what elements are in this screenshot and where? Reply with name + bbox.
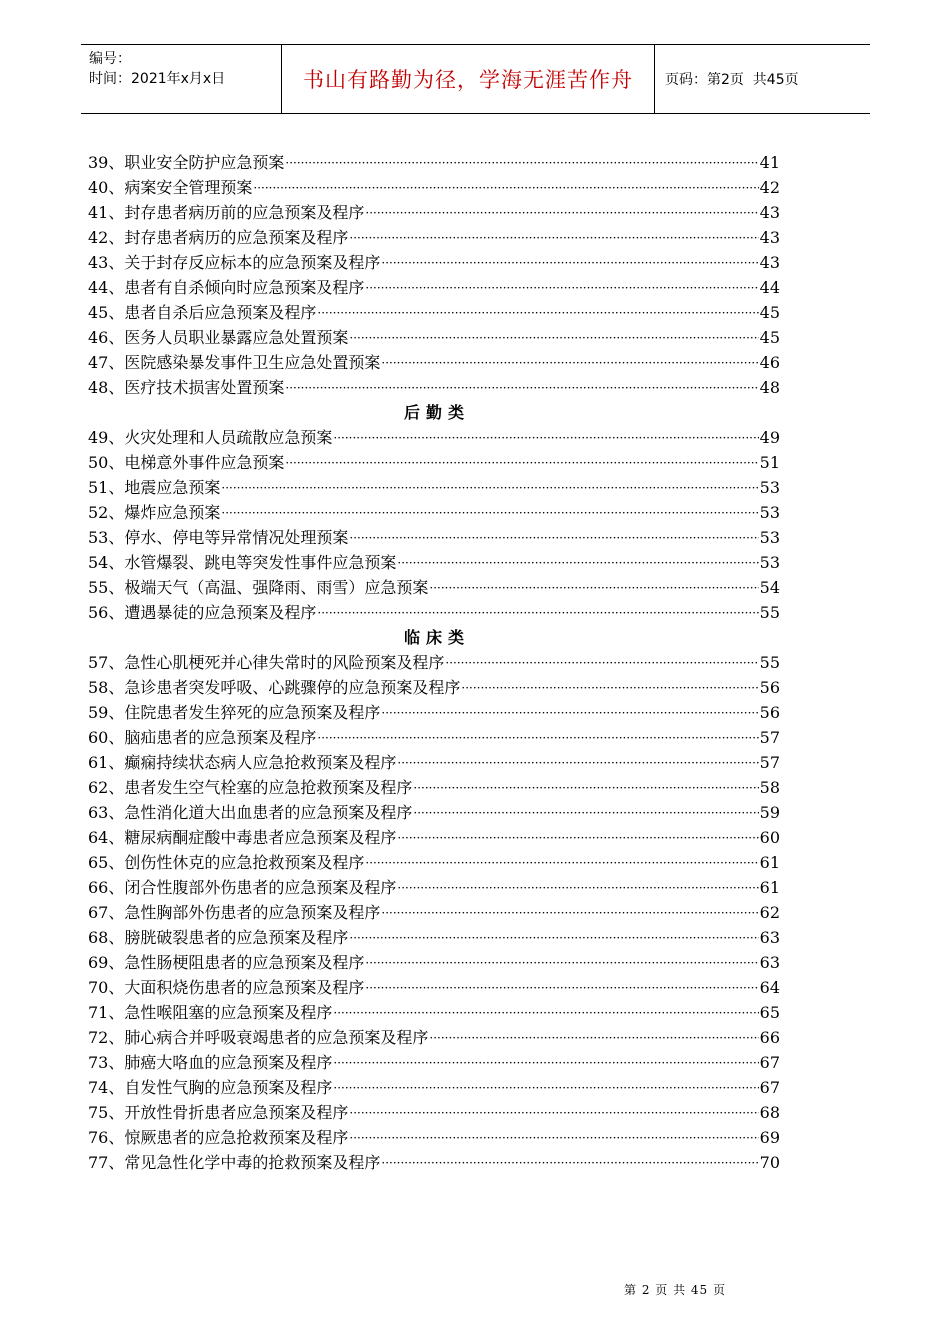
document-number-label: 编号： xyxy=(89,51,131,67)
toc-entry-page: 67 xyxy=(759,1078,780,1097)
toc-entry-page: 45 xyxy=(759,328,780,347)
toc-entry-page: 55 xyxy=(759,653,780,672)
toc-entry-page: 43 xyxy=(759,203,780,222)
toc-entry[interactable] xyxy=(88,574,780,599)
toc-entry[interactable] xyxy=(88,699,780,724)
toc-dot-leader xyxy=(365,277,758,299)
toc-entry-title: 67、急性胸部外伤患者的应急预案及程序 xyxy=(88,903,381,922)
toc-entry[interactable] xyxy=(88,799,780,824)
toc-entry-page: 62 xyxy=(759,903,780,922)
toc-entry[interactable] xyxy=(88,774,780,799)
toc-entry-page: 57 xyxy=(759,753,780,772)
toc-entry-page: 70 xyxy=(759,1153,780,1172)
toc-entry-title: 43、关于封存反应标本的应急预案及程序 xyxy=(88,253,381,272)
toc-dot-leader xyxy=(397,877,758,899)
toc-entry-page: 53 xyxy=(759,553,780,572)
toc-dot-leader xyxy=(253,177,758,199)
toc-entry-page: 53 xyxy=(759,478,780,497)
toc-entry-page: 59 xyxy=(759,803,780,822)
toc-entry-title: 44、患者有自杀倾向时应急预案及程序 xyxy=(88,278,365,297)
toc-dot-leader xyxy=(349,1102,758,1124)
toc-dot-leader xyxy=(381,352,758,374)
toc-entry[interactable] xyxy=(88,249,780,274)
toc-entry-title: 75、开放性骨折患者应急预案及程序 xyxy=(88,1103,349,1122)
toc-entry[interactable] xyxy=(88,1074,780,1099)
toc-entry-title: 45、患者自杀后应急预案及程序 xyxy=(88,303,317,322)
toc-entry-page: 42 xyxy=(759,178,780,197)
toc-dot-leader xyxy=(365,852,758,874)
toc-entry-page: 53 xyxy=(759,528,780,547)
toc-entry-page: 65 xyxy=(759,1003,780,1022)
toc-entry[interactable] xyxy=(88,949,780,974)
toc-entry[interactable] xyxy=(88,524,780,549)
toc-dot-leader xyxy=(285,452,758,474)
toc-entry-page: 51 xyxy=(759,453,780,472)
toc-dot-leader xyxy=(349,227,758,249)
toc-entry-page: 41 xyxy=(759,153,780,172)
toc-dot-leader xyxy=(381,252,758,274)
toc-entry[interactable] xyxy=(88,224,780,249)
header-page-info-cell xyxy=(655,45,870,113)
toc-dot-leader xyxy=(397,752,758,774)
toc-entry-title: 62、患者发生空气栓塞的应急抢救预案及程序 xyxy=(88,778,413,797)
toc-entry-title: 58、急诊患者突发呼吸、心跳骤停的应急预案及程序 xyxy=(88,678,461,697)
toc-entry-page: 48 xyxy=(759,378,780,397)
toc-entry-page: 45 xyxy=(759,303,780,322)
toc-dot-leader xyxy=(333,1052,758,1074)
toc-dot-leader xyxy=(397,827,758,849)
page-header xyxy=(81,44,870,114)
toc-entry-page: 63 xyxy=(759,928,780,947)
toc-dot-leader xyxy=(333,1002,758,1024)
header-page-info: 页码：第2页 共45页 xyxy=(665,72,799,88)
toc-entry[interactable] xyxy=(88,549,780,574)
toc-entry-title: 39、职业安全防护应急预案 xyxy=(88,153,285,172)
toc-entry-title: 77、常见急性化学中毒的抢救预案及程序 xyxy=(88,1153,381,1172)
toc-entry-title: 52、爆炸应急预案 xyxy=(88,503,221,522)
footer-page-number: 第 2 页 共 45 页 xyxy=(624,1283,726,1297)
toc-entry-title: 40、病案安全管理预案 xyxy=(88,178,253,197)
toc-entry-title: 57、急性心肌梗死并心律失常时的风险预案及程序 xyxy=(88,653,445,672)
toc-entry[interactable] xyxy=(88,874,780,899)
toc-entry-title: 68、膀胱破裂患者的应急预案及程序 xyxy=(88,928,349,947)
toc-entry-title: 51、地震应急预案 xyxy=(88,478,221,497)
toc-dot-leader xyxy=(413,777,758,799)
toc-entry-title: 47、医院感染暴发事件卫生应急处置预案 xyxy=(88,353,381,372)
toc-entry[interactable] xyxy=(88,649,780,674)
toc-dot-leader xyxy=(365,952,758,974)
toc-entry[interactable] xyxy=(88,824,780,849)
toc-dot-leader xyxy=(397,552,758,574)
toc-dot-leader xyxy=(317,602,758,624)
toc-entry-page: 60 xyxy=(759,828,780,847)
toc-entry-title: 41、封存患者病历前的应急预案及程序 xyxy=(88,203,365,222)
toc-dot-leader xyxy=(349,927,758,949)
toc-entry-page: 43 xyxy=(759,253,780,272)
toc-entry[interactable] xyxy=(88,999,780,1024)
toc-entry-title: 46、医务人员职业暴露应急处置预案 xyxy=(88,328,349,347)
toc-entry[interactable] xyxy=(88,424,780,449)
toc-entry[interactable] xyxy=(88,974,780,999)
toc-dot-leader xyxy=(445,652,758,674)
toc-entry-title: 70、大面积烧伤患者的应急预案及程序 xyxy=(88,978,365,997)
table-of-contents xyxy=(88,149,780,1174)
toc-entry[interactable] xyxy=(88,1024,780,1049)
toc-section-heading: 后勤类 xyxy=(403,403,470,422)
toc-entry[interactable] xyxy=(88,349,780,374)
toc-entry[interactable] xyxy=(88,899,780,924)
toc-entry-page: 55 xyxy=(759,603,780,622)
toc-dot-leader xyxy=(349,527,758,549)
toc-entry-title: 55、极端天气（高温、强降雨、雨雪）应急预案 xyxy=(88,578,429,597)
toc-dot-leader xyxy=(317,302,758,324)
toc-entry-title: 48、医疗技术损害处置预案 xyxy=(88,378,285,397)
header-motto: 书山有路勤为径，学海无涯苦作舟 xyxy=(303,68,633,92)
toc-entry-title: 65、创伤性休克的应急抢救预案及程序 xyxy=(88,853,365,872)
toc-entry[interactable] xyxy=(88,849,780,874)
toc-dot-leader xyxy=(381,702,758,724)
toc-entry[interactable] xyxy=(88,149,780,174)
toc-entry-title: 74、自发性气胸的应急预案及程序 xyxy=(88,1078,333,1097)
toc-entry[interactable] xyxy=(88,674,780,699)
toc-dot-leader xyxy=(333,427,758,449)
toc-entry-page: 56 xyxy=(759,678,780,697)
toc-entry[interactable] xyxy=(88,474,780,499)
toc-entry-page: 68 xyxy=(759,1103,780,1122)
toc-entry-page: 64 xyxy=(759,978,780,997)
toc-dot-leader xyxy=(413,802,758,824)
toc-entry-page: 61 xyxy=(759,878,780,897)
toc-dot-leader xyxy=(365,977,758,999)
toc-entry-title: 63、急性消化道大出血患者的应急预案及程序 xyxy=(88,803,413,822)
toc-entry[interactable] xyxy=(88,924,780,949)
toc-entry-title: 71、急性喉阻塞的应急预案及程序 xyxy=(88,1003,333,1022)
toc-entry-page: 43 xyxy=(759,228,780,247)
toc-entry[interactable] xyxy=(88,449,780,474)
toc-dot-leader xyxy=(349,327,758,349)
toc-entry[interactable] xyxy=(88,599,780,624)
toc-entry[interactable] xyxy=(88,1149,780,1174)
toc-entry-page: 66 xyxy=(759,1028,780,1047)
toc-entry-page: 44 xyxy=(759,278,780,297)
header-meta xyxy=(81,45,281,113)
toc-entry-page: 56 xyxy=(759,703,780,722)
toc-entry-title: 53、停水、停电等异常情况处理预案 xyxy=(88,528,349,547)
toc-entry-title: 59、住院患者发生猝死的应急预案及程序 xyxy=(88,703,381,722)
toc-entry[interactable] xyxy=(88,274,780,299)
toc-dot-leader xyxy=(317,727,758,749)
toc-dot-leader xyxy=(365,202,758,224)
toc-entry-page: 49 xyxy=(759,428,780,447)
toc-entry-title: 50、电梯意外事件应急预案 xyxy=(88,453,285,472)
toc-entry[interactable] xyxy=(88,324,780,349)
toc-entry[interactable] xyxy=(88,724,780,749)
toc-dot-leader xyxy=(381,902,758,924)
toc-entry-title: 56、遭遇暴徒的应急预案及程序 xyxy=(88,603,317,622)
toc-entry-title: 66、闭合性腹部外伤患者的应急预案及程序 xyxy=(88,878,397,897)
toc-entry-page: 54 xyxy=(759,578,780,597)
toc-dot-leader xyxy=(221,502,758,524)
toc-entry-page: 61 xyxy=(759,853,780,872)
toc-dot-leader xyxy=(285,377,758,399)
toc-entry-title: 60、脑疝患者的应急预案及程序 xyxy=(88,728,317,747)
toc-entry-page: 57 xyxy=(759,728,780,747)
toc-entry[interactable] xyxy=(88,1099,780,1124)
toc-entry-title: 72、肺心病合并呼吸衰竭患者的应急预案及程序 xyxy=(88,1028,429,1047)
toc-entry-title: 54、水管爆裂、跳电等突发性事件应急预案 xyxy=(88,553,397,572)
toc-entry-page: 67 xyxy=(759,1053,780,1072)
toc-entry[interactable] xyxy=(88,174,780,199)
document-date: 时间：2021年x月x日 xyxy=(89,71,226,87)
toc-entry[interactable] xyxy=(88,1049,780,1074)
toc-entry-page: 69 xyxy=(759,1128,780,1147)
toc-dot-leader xyxy=(333,1077,758,1099)
toc-dot-leader xyxy=(429,1027,758,1049)
toc-dot-leader xyxy=(461,677,758,699)
toc-entry[interactable] xyxy=(88,374,780,399)
toc-dot-leader xyxy=(221,477,758,499)
toc-entry-title: 73、肺癌大咯血的应急预案及程序 xyxy=(88,1053,333,1072)
toc-entry[interactable] xyxy=(88,199,780,224)
page-footer xyxy=(0,1281,950,1298)
toc-dot-leader xyxy=(349,1127,758,1149)
toc-entry[interactable] xyxy=(88,499,780,524)
header-motto-cell xyxy=(281,45,655,113)
toc-entry-title: 69、急性肠梗阻患者的应急预案及程序 xyxy=(88,953,365,972)
toc-section-heading: 临床类 xyxy=(403,628,470,647)
toc-entry-title: 76、惊厥患者的应急抢救预案及程序 xyxy=(88,1128,349,1147)
toc-entry-page: 53 xyxy=(759,503,780,522)
toc-dot-leader xyxy=(429,577,758,599)
toc-entry-page: 63 xyxy=(759,953,780,972)
toc-dot-leader xyxy=(381,1152,758,1174)
toc-entry[interactable] xyxy=(88,749,780,774)
toc-dot-leader xyxy=(285,152,758,174)
toc-entry-title: 61、癫痫持续状态病人应急抢救预案及程序 xyxy=(88,753,397,772)
toc-entry-title: 42、封存患者病历的应急预案及程序 xyxy=(88,228,349,247)
toc-entry-page: 58 xyxy=(759,778,780,797)
toc-entry[interactable] xyxy=(88,1124,780,1149)
toc-entry-title: 64、糖尿病酮症酸中毒患者应急预案及程序 xyxy=(88,828,397,847)
toc-entry-title: 49、火灾处理和人员疏散应急预案 xyxy=(88,428,333,447)
toc-entry[interactable] xyxy=(88,299,780,324)
toc-entry-page: 46 xyxy=(759,353,780,372)
